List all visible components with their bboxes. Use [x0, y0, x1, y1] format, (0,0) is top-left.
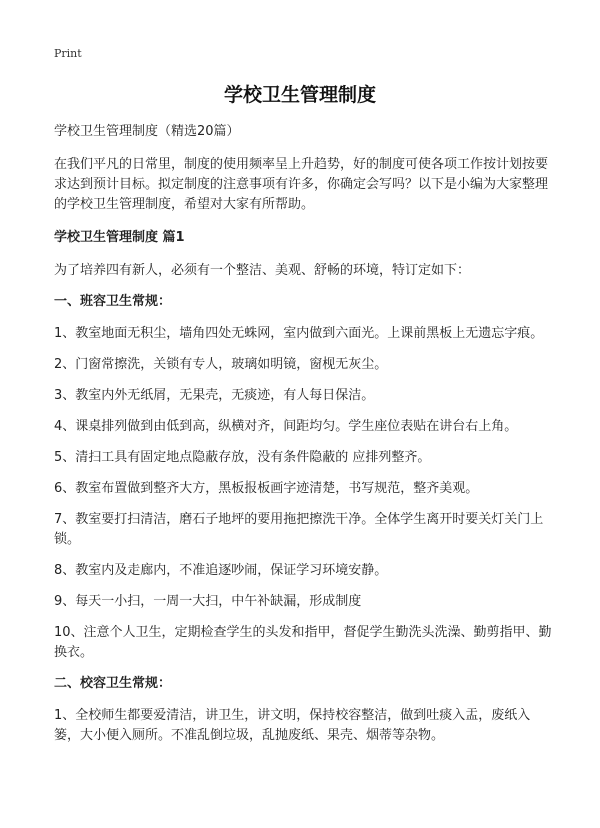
- class-rule-item: 5、清扫工具有固定地点隐蔽存放，没有条件隐蔽的 应排列整齐。: [54, 450, 431, 465]
- class-rule-item: 6、教室布置做到整齐大方，黑板报板画字迹清楚，书写规范，整齐美观。: [54, 481, 479, 496]
- class-rule-item: 8、教室内及走廊内，不准追逐吵闹，保证学习环境安静。: [54, 563, 388, 578]
- class-rule-item: 1、教室地面无积尘，墙角四处无蛛网，室内做到六面光。上课前黑板上无遗忘字痕。: [54, 326, 544, 341]
- class-rule-item: 7、教室要打扫清洁，磨石子地坪的要用拖把擦洗干净。全体学生离开时要关灯关门上锁。: [54, 512, 544, 547]
- class-rules-heading: 一、班容卫生常规：: [54, 294, 172, 309]
- class-rule-item: 3、教室内外无纸屑，无果壳，无痰迹，有人每日保洁。: [54, 388, 375, 403]
- intro-paragraph: 在我们平凡的日常里，制度的使用频率呈上升趋势，好的制度可使各项工作按计划按要求达到预计目标。拟定制度的注意事项有许多，你确定会写吗？以下是小编为大家整理的学校卫生管理制度，希望对大家有所帮助。: [54, 157, 549, 212]
- document-body: [54, 122, 554, 757]
- print-link[interactable]: Print: [54, 47, 82, 60]
- document-subtitle: 学校卫生管理制度（精选20篇）: [54, 124, 240, 139]
- school-rule-item: 1、全校师生都要爱清洁，讲卫生，讲文明，保持校容整洁，做到吐痰入盂，废纸入篓，大小便入厕所。不准乱倒垃圾，乱抛废纸、果壳、烟蒂等杂物。: [54, 708, 531, 743]
- section-lead: 为了培养四有新人，必须有一个整洁、美观、舒畅的环境，特订定如下：: [54, 263, 471, 278]
- school-rules-heading: 二、校容卫生常规：: [54, 676, 172, 691]
- class-rule-item: 9、每天一小扫，一周一大扫，中午补缺漏，形成制度: [54, 594, 362, 609]
- page-title: 学校卫生管理制度: [223, 84, 376, 106]
- class-rule-item: 4、课桌排列做到由低到高，纵横对齐，间距均匀。学生座位表贴在讲台右上角。: [54, 419, 518, 434]
- section-heading: 学校卫生管理制度 篇1: [54, 230, 185, 245]
- class-rule-item: 2、门窗常擦洗，关锁有专人，玻璃如明镜，窗枧无灰尘。: [54, 357, 388, 372]
- class-rule-item: 10、注意个人卫生，定期检查学生的头发和指甲，督促学生勤洗头洗澡、勤剪指甲、勤换衣。: [54, 625, 552, 660]
